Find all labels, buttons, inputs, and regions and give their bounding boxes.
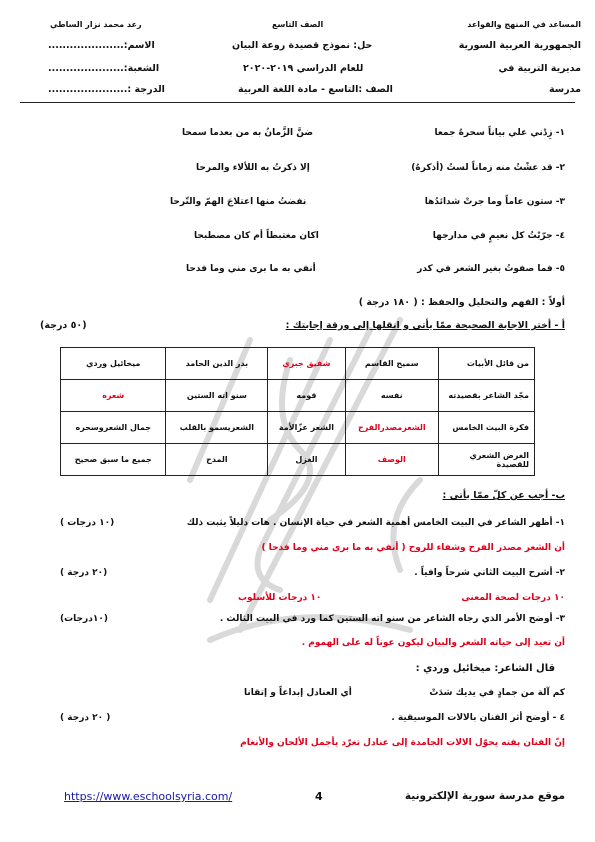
verse-4-left: اكان مغتبطاً أم كان مصطبحا bbox=[194, 231, 319, 241]
page-number: 4 bbox=[315, 790, 323, 803]
verse-1-right: ١- زِدْني علي بياناً سحرهُ جمعا bbox=[434, 128, 565, 138]
question-1-marks: (١٠ درجات ) bbox=[60, 518, 115, 528]
option-cell: الغزل bbox=[268, 444, 345, 476]
section-field: الشعبة:..................... bbox=[48, 63, 160, 74]
option-cell: بدر الدين الحامد bbox=[166, 348, 268, 380]
school-year: للعام الدراسي ٢٠١٩-٢٠٢٠ bbox=[243, 63, 364, 74]
footer-site: موقع مدرسة سورية الإلكترونية bbox=[404, 790, 565, 802]
directorate-label: مديرية التربية في bbox=[498, 63, 581, 74]
correct-option-cell: شعره bbox=[61, 380, 166, 412]
options-table bbox=[60, 347, 535, 476]
part1-a-marks: (٥٠ درجة) bbox=[40, 320, 87, 331]
options-row bbox=[61, 380, 535, 412]
school-label: مدرسة bbox=[549, 84, 581, 95]
option-cell: الشعر عزّالأمة bbox=[268, 412, 345, 444]
verse-5-right: ٥- فما صفوتُ بغير الشعر في كدر bbox=[417, 264, 565, 274]
verse-6-left: أي العنادل إبداعاً و إتقانا bbox=[244, 688, 352, 698]
correct-option-cell: الشعرمصدرالفرح bbox=[345, 412, 438, 444]
verse-3-left: نفضتُ منها اعتلاجَ الهمّ والتّرحا bbox=[170, 197, 307, 207]
solution-title: حل: نموذج قصيدة روعة البيان bbox=[232, 40, 373, 51]
question-2: ٢- أشرح البيت الثاني شرحاً وافياً . bbox=[414, 568, 565, 578]
verse-4-right: ٤- جرّبْتُ كل نعيمٍ في مدارجها bbox=[432, 231, 565, 241]
options-question-cell: الغرض الشعري للقصيدة bbox=[439, 444, 535, 476]
question-4: ٤ - أوضح أثر الفنان بالالات الموسيقية . bbox=[391, 713, 565, 723]
option-cell: سميح القاسم bbox=[345, 348, 438, 380]
verse-3-right: ٣- ستون عاماً وما جرتْ شدائدُها bbox=[424, 197, 565, 207]
question-3: ٣- أوضح الأمر الذي رجاه الشاعر من سنو اته الستين كما ورد في البيت الثالث . bbox=[219, 614, 565, 624]
part1-a-title: أ - أختر الاجابة الصحيحة ممّا يأتي و انقلها إلى ورقة إجابتك : bbox=[285, 320, 565, 331]
option-cell: المدح bbox=[166, 444, 268, 476]
class-subject: الصف :التاسع - مادة اللغة العربية bbox=[238, 84, 393, 95]
option-cell: الشعريسمو بالقلب bbox=[166, 412, 268, 444]
name-field: الاسم:..................... bbox=[48, 40, 155, 51]
options-row bbox=[61, 444, 535, 476]
helper-label: المساعد في المنهج والقواعد bbox=[467, 20, 581, 29]
verse-2-left: إلا ذكرتُ به اللألاء والمرحا bbox=[196, 163, 310, 173]
answer-3: أن تعيد إلى حياته الشعر والبيان ليكون عوناً له على الهموم . bbox=[301, 638, 565, 648]
author-name: رعد محمد نزار الساطي bbox=[50, 20, 142, 29]
grade-field: الدرجة :...................... bbox=[48, 84, 165, 95]
header-divider bbox=[20, 102, 575, 103]
grade-top: الصف التاسع bbox=[272, 20, 324, 29]
question-1: ١- أظهر الشاعر في البيت الخامس أهمية الشعر في حياة الإنسان . هات دليلاً يثبت ذلك bbox=[186, 518, 565, 528]
correct-option-cell: شفيق جبري bbox=[268, 348, 345, 380]
option-cell: جمال الشعروسحره bbox=[61, 412, 166, 444]
verse-2-right: ٢- قد عشْتُ منه زماناً لستُ (أذكرهُ) bbox=[411, 163, 565, 173]
question-2-marks: (٢٠ درجة ) bbox=[60, 568, 108, 578]
answer-2-meaning: ١٠ درجات لصحة المعنى bbox=[461, 593, 565, 603]
option-cell: سنو اته الستين bbox=[166, 380, 268, 412]
answer-1: أن الشعر مصدر الفرح وشفاء للروح ( أنفي به ما برى مني وما فدحا ) bbox=[261, 543, 565, 553]
part-b-title: ب- أجب عن كلّ ممّا يأتي : bbox=[442, 490, 565, 501]
options-row bbox=[61, 412, 535, 444]
site-url-link[interactable]: https://www.eschoolsyria.com/ bbox=[64, 790, 233, 803]
verse-5-left: أنفي به ما برى مني وما فدحا bbox=[186, 264, 316, 274]
option-cell: ميخائيل وردي bbox=[61, 348, 166, 380]
option-cell: قومه bbox=[268, 380, 345, 412]
part1-title: أولاً : الفهم والتحليل والحفظ : ( ١٨٠ درجة ) bbox=[358, 297, 565, 308]
option-cell: نفسه bbox=[345, 380, 438, 412]
republic-label: الجمهورية العربية السورية bbox=[458, 40, 581, 51]
answer-2-style: ١٠ درجات للأسلوب bbox=[238, 593, 322, 603]
options-question-cell: فكرة البيت الخامس bbox=[439, 412, 535, 444]
correct-option-cell: الوصف bbox=[345, 444, 438, 476]
verse-6-right: كم آلة من جمادٍ في يديك شدَتْ bbox=[429, 688, 565, 698]
question-4-marks: ( ٢٠ درجة ) bbox=[60, 713, 111, 723]
poet-label: قال الشاعر: ميخائيل وردي : bbox=[415, 663, 555, 674]
option-cell: جميع ما سبق صحيح bbox=[61, 444, 166, 476]
verse-1-left: ضنَّ الزَّمانُ به من بعدما سمحا bbox=[182, 128, 314, 138]
question-3-marks: (١٠درجات) bbox=[60, 614, 108, 624]
options-question-cell: من قائل الأبيات bbox=[439, 348, 535, 380]
answer-4: إنّ الفنان بفنه يحوّل الالات الجامدة إلى عنادل تغرّد بأجمل الألحان والأنغام bbox=[240, 738, 565, 748]
options-row bbox=[61, 348, 535, 380]
options-question-cell: مجّد الشاعر بقصيدته bbox=[439, 380, 535, 412]
